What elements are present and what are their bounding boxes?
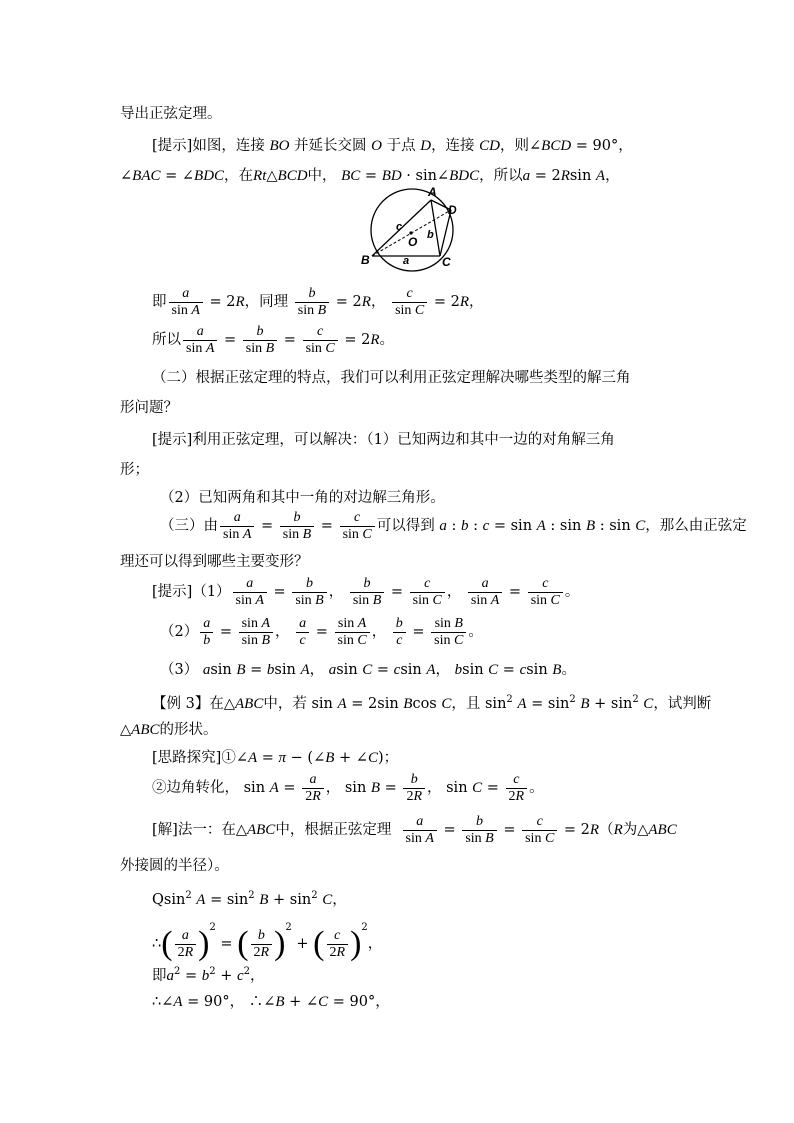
- hint1-line: [提示]如图，连接 BO 并延长交圆 O 于点 D，连接 CD，则∠BCD = 90°，: [152, 138, 633, 154]
- hint1-line2: ∠BAC = ∠BDC，在Rt△BCD中， BC = BD · sin∠BDC，所以a = 2Rsin A，: [120, 168, 620, 184]
- label-c: c: [396, 221, 403, 233]
- hint3-line3: （3） asin B = bsin A， asin C = csin A， bsin C = csin B。: [160, 662, 576, 678]
- example-line2: △ABC的形状。: [120, 722, 218, 738]
- explore-line2: ②边角转化， sin A = $\frac{a}{2R}$ ， sin B = $\frac{b}{2R}$ ， sin C = $\frac{c}{2R}$ 。: [152, 771, 544, 804]
- solution-line4: ∴( $\frac{a}{2R}$ )$^2$ = ( $\frac{b}{2R}$ )$^2$ + ( $\frac{c}{2R}$ )$^2$，: [152, 922, 383, 962]
- suoyi-line: 所以 $\frac{a}{\text{sin A}}$ = $\frac{b}{\text{sin B}}$ = $\frac{c}{\text{sin C}}$ = 2R。: [152, 323, 395, 356]
- label-C: C: [442, 255, 451, 269]
- label-B: B: [361, 253, 370, 267]
- hint2-line2: 形；: [120, 462, 149, 478]
- ji-line: 即 $\frac{a}{\text{sin A}}$ = 2R，同理 $\frac{b}{\text{sin B}}$ = 2R， $\frac{c}{\text{sin C}}$ = 2R，: [152, 285, 484, 318]
- hint2-line1: [提示]利用正弦定理，可以解决：（1）已知两边和其中一边的对角解三角: [152, 432, 615, 448]
- example-line1: 【例 3】在△ABC中，若 sin A = 2sin Bcos C，且 $\sin^2 A = \sin^2 B + \sin^2 C$，试判断: [152, 694, 712, 712]
- label-O: O: [408, 235, 418, 249]
- label-a: a: [403, 255, 410, 267]
- hint3-line1: [提示]（1） $\frac{a}{\text{sin A}}$ = $\frac{b}{\text{sin B}}$ ， $\frac{b}{\text{sin B}}$ = $\frac{c}{\text{sin C}}$ ， $\frac{a}{\text{sin A}}$ = $\frac{c}{\text{sin C}}$ 。: [152, 575, 580, 608]
- circle-figure: [358, 184, 468, 274]
- hint2-line3: （2）已知两角和其中一角的对边解三角形。: [160, 490, 445, 506]
- solution-line2: 外接圆的半径）。: [120, 858, 229, 874]
- label-b: b: [427, 229, 434, 241]
- label-A: A: [428, 185, 437, 199]
- q2-line1: （二）根据正弦定理的特点，我们可以利用正弦定理解决哪些类型的解三角: [152, 370, 631, 386]
- intro-text: 导出正弦定理。: [120, 106, 222, 122]
- solution-line1: [解]法一：在△ABC中，根据正弦定理 $\frac{a}{\text{sin A}}$ = $\frac{b}{\text{sin B}}$ = $\frac{c}{\text{sin C}}$ = 2R（R为△ABC: [152, 813, 677, 846]
- label-D: D: [448, 203, 457, 217]
- solution-line5: 即$a^2 = b^2 + c^2$，: [152, 966, 265, 984]
- q3-line1: （三）由 $\frac{a}{\text{sin A}}$ = $\frac{b}{\text{sin B}}$ = $\frac{c}{\text{sin C}}$ 可以得到 a : b : c = sin A : sin B : sin C，那么由正弦定: [160, 509, 747, 542]
- solution-line6: ∴∠A = 90°， ∴∠B + ∠C = 90°，: [152, 994, 390, 1010]
- q2-line2: 形问题？: [120, 400, 178, 416]
- hint3-line2: （2） $\frac{a}{b}$ = $\frac{\text{sin A}}{\text{sin B}}$ ， $\frac{a}{c}$ = $\frac{\text{sin A}}{\text{sin C}}$ ， $\frac{b}{c}$ = $\frac{\text{sin B}}{\text{sin C}}$ 。: [160, 615, 483, 648]
- solution-line3: Qsin$^2$ $A = \sin^2 B + \sin^2 C$，: [152, 890, 347, 908]
- q3-line2: 理还可以得到哪些主要变形？: [120, 554, 309, 570]
- explore-line1: [思路探究]①∠A = π − (∠B + ∠C)；: [152, 750, 399, 766]
